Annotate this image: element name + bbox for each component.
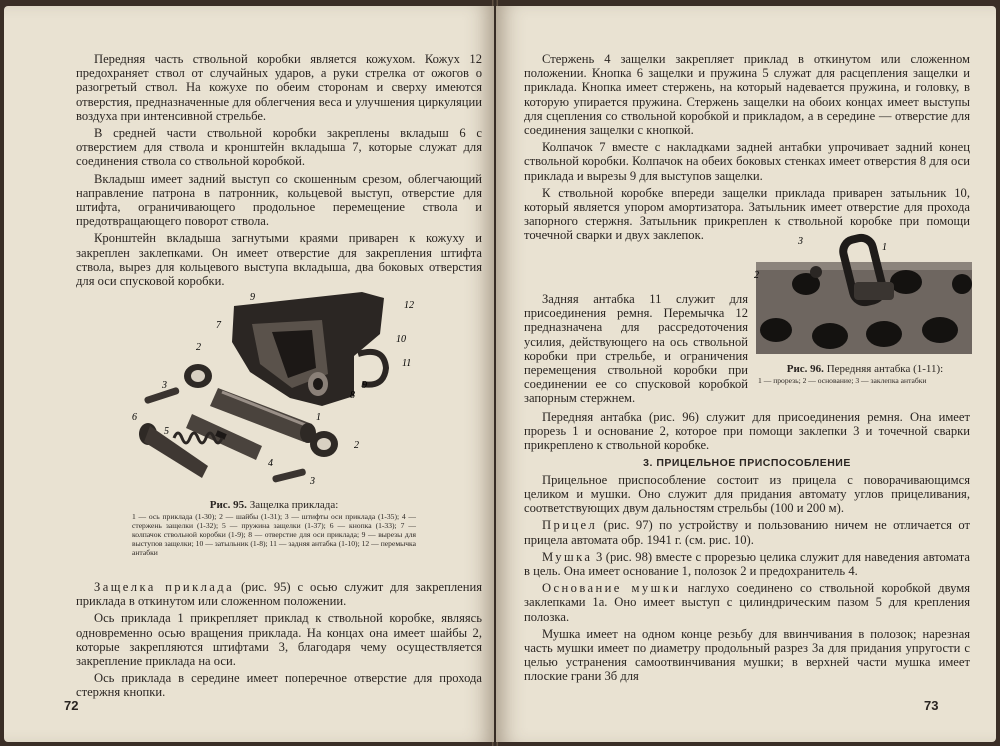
figure-label: 2: [196, 342, 201, 353]
figure-label: 5: [164, 426, 169, 437]
figure-label: 12: [404, 300, 414, 311]
paragraph: Ось приклада в середине имеет поперечное отверстие для прохода стержня кнопки.: [76, 671, 482, 700]
paragraph: К ствольной коробке впереди защелки приклада приварен затыльник 10, который является упором амортизатора. Затыльник имеет отверстие для прохода запорного стержня. Затыльник прикреплен к ствольной коробке при помощи точечной сварки и двух заклепок.: [524, 185, 970, 243]
figure-label: 6: [132, 412, 137, 423]
paragraph-text: (рис. 97) по устройству и пользованию ничем не отличается от прицела автомата обр. 1941 г. (см. рис. 10).: [524, 518, 970, 547]
caption-legend: 1 — прорезь; 2 — основание; 3 — заклепка антабки: [758, 376, 927, 386]
figure-label: 3: [798, 236, 803, 247]
caption-number: Рис. 96.: [786, 363, 824, 375]
paragraph-text: 3 (рис. 98) вместе с прорезью целика служит для наведения автомата в цель. Она имеет основание 1, полозок 2 и предохранитель 4.: [524, 549, 970, 579]
left-text-bottom: [76, 580, 482, 703]
paragraph: Задняя антабка 11 служит для присоединения ремня. Перемычка 12 предназначена для рассредоточения усилия, действующего на ось ствольной коробки при стрельбе, и ограничения перемещения ствольной коробки при соединении ее со спусковой коробкой запорным стержнем.: [524, 292, 748, 406]
paragraph: Стержень 4 защелки закрепляет приклад в откинутом или сложенном положении. Кнопка 6 защелки и пружина 5 служат для расцепления защелки и приклада. Кнопка имеет стержень, на который надевается пружина, и головку, в которую упирается пружина. Стержень защелки на обоих концах имеет выступы для сцепления со ствольной коробкой и прикладом, а в середине — отверстие для соединения защелки с кнопкой.: [524, 52, 970, 138]
figure-label: 9: [362, 380, 367, 391]
paragraph: Кронштейн вкладыша загнутыми краями приварен к кожуху и закреплен заклепками. Он имеет отверстие для закрепления штифта ствола, вырез для кольцевого выступа вкладыша, два боковых отверстия для оси спусковой коробки.: [76, 231, 482, 289]
figure-label: 1: [316, 412, 321, 423]
paragraph: Вкладыш имеет задний выступ со скошенным срезом, облегчающий направление патрона в патронник, кольцевой выступ, отверстие для штифта, ограничивающего продольное перемещение ствола и предотвращающего поворот ствола.: [76, 171, 482, 229]
caption-title: [132, 498, 416, 512]
spaced-term: Прицел: [542, 518, 598, 533]
left-text-top: [76, 52, 482, 291]
figure-label: 8: [350, 390, 355, 401]
figure-label: 9: [250, 292, 255, 303]
figure-95-drawing: [122, 284, 422, 494]
left-page: [4, 6, 494, 742]
caption-text: Защелка приклада:: [249, 499, 339, 511]
figure-label: 1: [882, 242, 887, 253]
paragraph: Ось приклада 1 прикрепляет приклад к ствольной коробке, являясь одновременно осью вращения приклада. На концах она имеет шайбы 2, которые закрепляются штифтами 3, благодаря чему осуществляется закрепление приклада на оси.: [76, 611, 482, 669]
page-number: 72: [64, 698, 79, 713]
paragraph: Передняя антабка (рис. 96) служит для присоединения ремня. Она имеет прорезь 1 и основание 2, которое при помощи заклепки 3 и точечной сварки прикреплено к ствольной коробке.: [524, 410, 970, 453]
right-text-top: [524, 52, 970, 246]
paragraph: Передняя часть ствольной коробки является кожухом. Кожух 12 предохраняет ствол от случайных ударов, а руки стрелка от ожогов о разогретый ствол. На кожухе по обеим сторонам и сверху имеются отверстия, предназначенные для облегчения веса и улучшения циркуляции воздуха при интенсивной стрельбе.: [76, 52, 482, 123]
paragraph: Прицельное приспособление состоит из прицела с поворачивающимся целиком и мушки. Оно служит для придания автомату углов прицеливания, соответствующих двум дальностям стрельбы (100 и 200 м).: [524, 472, 970, 516]
page-number: 73: [924, 698, 939, 713]
paragraph-text: наглухо соединено со ствольной коробкой двумя заклепками 1а. Оно имеет выступ с цилиндрическим пазом 5 для крепления полозка.: [524, 581, 970, 624]
figure-label: 11: [402, 358, 412, 369]
spaced-term: Основание мушки: [542, 581, 681, 596]
paragraph: [76, 580, 482, 608]
figure-label: 3: [310, 476, 315, 487]
figure-label: 2: [754, 270, 759, 281]
right-page: [496, 6, 996, 742]
figure-95-caption: [132, 498, 416, 557]
caption-title: [758, 362, 972, 376]
paragraph: [524, 518, 970, 546]
section-heading: 3. ПРИЦЕЛЬНОЕ ПРИСПОСОБЛЕНИЕ: [643, 456, 851, 469]
figure-96-caption: [758, 362, 972, 385]
paragraph: Колпачок 7 вместе с накладками задней антабки упрочивает задний конец ствольной коробки. Колпачок на обеих боковых стенках имеет отверстия 8 для оси приклада и вырезы 9 для выступов защелки.: [524, 140, 970, 183]
figure-label: 7: [216, 320, 221, 331]
caption-legend: 1 — ось приклада (1-30); 2 — шайбы (1-31); 3 — штифты оси приклада (1-35); 4 — стержень защелки (1-32); 5 — пружина защелки (1-37); 6 — кнопка (1-33); 7 — колпачок ствольной коробки (1-9); 8 — отверстие для оси приклада; 9 — вырезы для выступов защелки; 10 — затыльник (1-8); 11 — задняя антабка (1-10); 12 — перемычка антабки: [132, 512, 416, 558]
caption-number: Рис. 95.: [209, 499, 247, 511]
figure-96-drawing: [756, 234, 972, 358]
figure-label: 10: [396, 334, 406, 345]
figure-label: 2: [354, 440, 359, 451]
figure-label: 3: [162, 380, 167, 391]
right-text-narrow: [524, 292, 748, 409]
spaced-term: Защелка приклада: [94, 580, 235, 594]
right-text-bottom: [524, 410, 970, 687]
paragraph: В средней части ствольной коробки закреплены вкладыш 6 с отверстием для ствола и кронштейн вкладыша 7, которые служат для соединения ствола со ствольной коробкой.: [76, 126, 482, 169]
paragraph: Мушка имеет на одном конце резьбу для ввинчивания в полозок; нарезная часть мушки имеет по диаметру продольный разрез 3а для придания упругости с целью устранения самоотвинчивания мушки; в верхней части мушка имеет плоские грани 3б для: [524, 626, 970, 684]
spaced-term: Мушка: [542, 549, 593, 564]
figure-label: 4: [268, 458, 273, 469]
caption-text: Передняя антабка (1-11):: [826, 363, 944, 375]
paragraph: [524, 581, 970, 624]
paragraph: [524, 550, 970, 578]
paragraph-text: (рис. 95) с осью служит для закрепления приклада в откинутом или сложенном положении.: [76, 580, 482, 609]
